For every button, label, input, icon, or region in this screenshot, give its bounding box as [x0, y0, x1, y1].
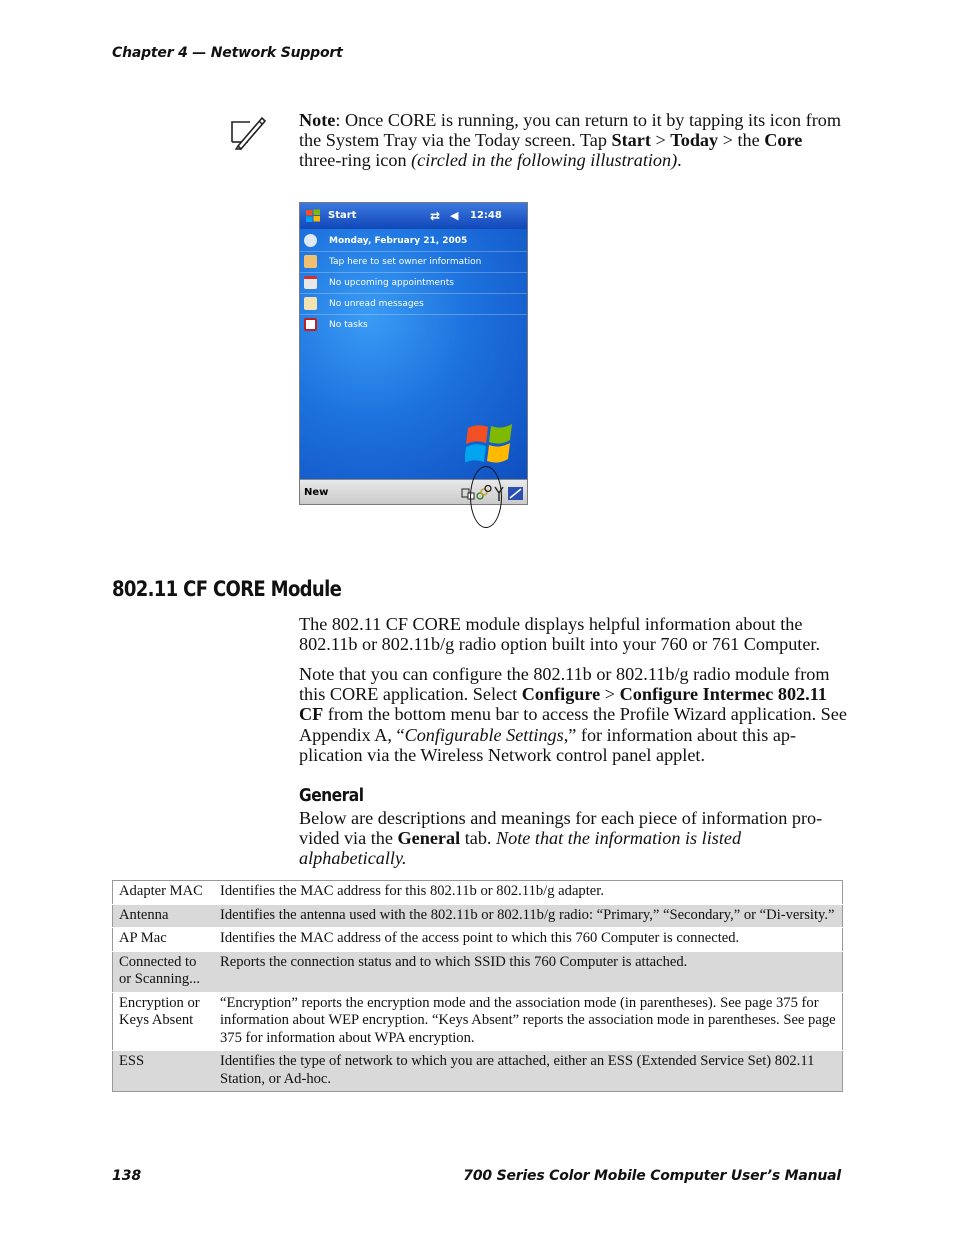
tasks-icon: [304, 318, 317, 331]
table-row: [113, 881, 843, 905]
today-row-owner: Tap here to set owner information: [300, 252, 527, 273]
description-cell: Identifies the MAC address of the access point to which this 760 Computer is connected.: [214, 928, 843, 952]
table-row: [113, 904, 843, 928]
today-row-messages: No unread messages: [300, 294, 527, 315]
table-row: [113, 951, 843, 992]
description-cell: Identifies the MAC address for this 802.11b or 802.11b/g adapter.: [220, 883, 604, 899]
term-cell: Adapter MAC: [119, 883, 203, 899]
description-cell: Identifies the antenna used with the 802.11b or 802.11b/g radio: “Primary,” “Secondary,” or “Di-versity.”: [214, 904, 843, 928]
callout-circle: [470, 466, 502, 528]
table-row: [113, 928, 843, 952]
wireless-signal-icon: [508, 487, 523, 500]
term-cell: Encryption or Keys Absent: [113, 992, 215, 1051]
today-row-tasks: No tasks: [300, 315, 527, 335]
description-cell: Reports the connection status and to which SSID this 760 Computer is attached.: [214, 951, 843, 992]
inbox-icon: [304, 297, 317, 310]
subsection-heading: General: [299, 785, 364, 806]
term-cell: Connected to or Scanning...: [113, 951, 215, 992]
speaker-icon: ◀: [450, 209, 459, 222]
paragraph-general: Below are descriptions and meanings for each piece of information pro-vided via the General tab. Note that the information is listed alphabetically.: [299, 808, 823, 869]
title-bar: [300, 203, 527, 229]
page-number: 138: [112, 1168, 142, 1184]
today-items: [300, 229, 527, 479]
clock-icon: [304, 234, 317, 247]
running-head: Chapter 4 — Network Support: [112, 45, 343, 61]
today-screen-screenshot: [299, 202, 528, 505]
term-cell: AP Mac: [113, 928, 215, 952]
windows-flag-icon: [305, 208, 321, 224]
paragraph-configure: Note that you can configure the 802.11b or 802.11b/g radio module from this CORE application. Select Configure > Configure Intermec 802.11 CF from the bottom menu bar to access the Profile Wizard application. See Appendix A, “Configurable Settings,” for information about this ap-plication via the Wireless Network control panel applet.: [299, 664, 847, 765]
paragraph-intro: The 802.11 CF CORE module displays helpful information about the 802.11b or 802.11b/g radio option built into your 760 or 761 Computer.: [299, 614, 821, 655]
book-title: 700 Series Color Mobile Computer User’s Manual: [463, 1168, 841, 1184]
description-cell: “Encryption” reports the encryption mode and the association mode (in parentheses). See page 375 for information about WEP encryption. “Keys Absent” reports the association mode in parentheses. See page 375 for information about WPA encryption.: [214, 992, 843, 1051]
table-row: [113, 1051, 843, 1092]
table-row: [113, 992, 843, 1051]
windows-logo-icon: [465, 419, 515, 465]
today-row-date: Monday, February 21, 2005: [300, 231, 527, 252]
today-row-appointments: No upcoming appointments: [300, 273, 527, 294]
sync-arrows-icon: ⇄: [430, 209, 441, 223]
section-heading: 802.11 CF CORE Module: [112, 577, 342, 601]
description-cell: Identifies the type of network to which you are attached, either an ESS (Extended Service Set) 802.11 Station, or Ad-hoc.: [214, 1051, 843, 1092]
term-cell: ESS: [113, 1051, 215, 1092]
clock: 12:48: [470, 210, 502, 221]
general-tab-table: [112, 880, 843, 1092]
owner-card-icon: [304, 255, 317, 268]
start-menu-label: Start: [328, 210, 357, 221]
calendar-icon: [304, 276, 317, 289]
term-cell: Antenna: [113, 904, 215, 928]
note-text: Note: Once CORE is running, you can return to it by tapping its icon from the System Tray via the Today screen. Tap Start > Today > the Core three-ring icon (circled in the following illustration).: [299, 110, 841, 171]
new-menu-label: New: [304, 487, 329, 498]
note-pencil-icon: [226, 112, 266, 150]
